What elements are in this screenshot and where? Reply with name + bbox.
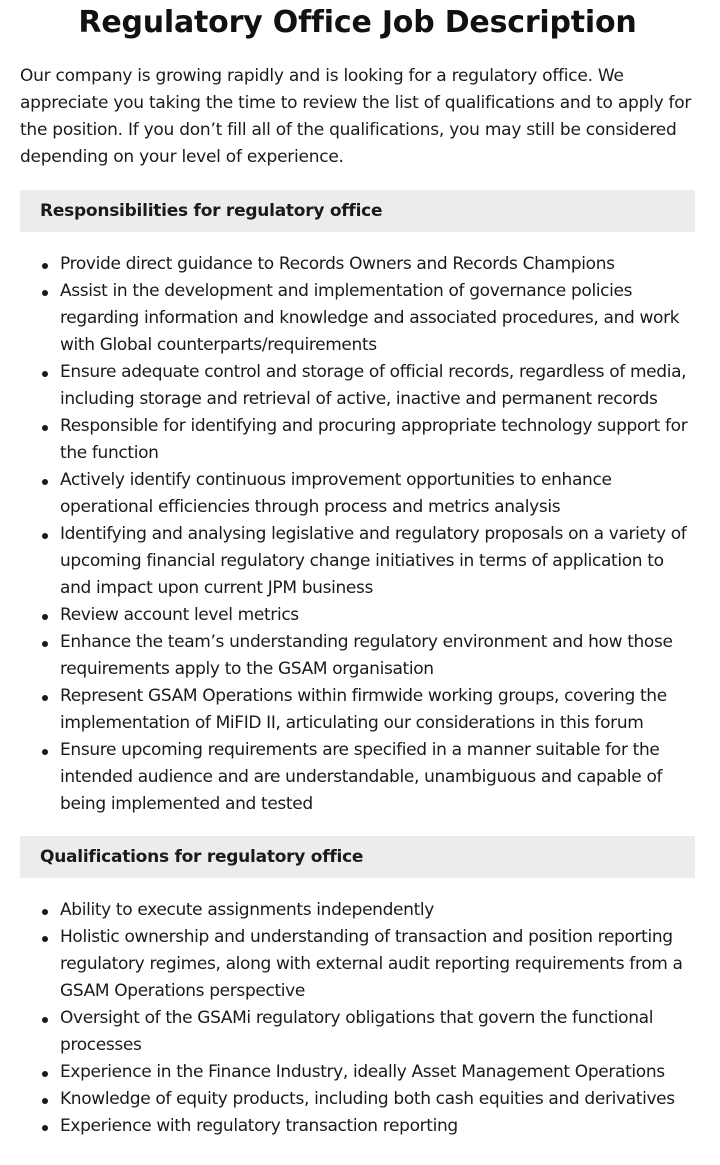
list-item: Experience in the Finance Industry, ideally Asset Management Operations xyxy=(20,1059,695,1086)
list-item: Oversight of the GSAMi regulatory obligations that govern the functional processes xyxy=(20,1005,695,1059)
list-item: Identifying and analysing legislative and regulatory proposals on a variety of upcoming financial regulatory change initiatives in terms of application to and impact upon current JPM business xyxy=(20,521,695,602)
list-item: Represent GSAM Operations within firmwide working groups, covering the implementation of MiFID II, articulating our considerations in this forum xyxy=(20,683,695,737)
list-item: Responsible for identifying and procuring appropriate technology support for the function xyxy=(20,413,695,467)
list-item: Ensure adequate control and storage of official records, regardless of media, including storage and retrieval of active, inactive and permanent records xyxy=(20,359,695,413)
list-item: Ability to execute assignments independently xyxy=(20,897,695,924)
list-item: Ensure upcoming requirements are specified in a manner suitable for the intended audience and are understandable, unambiguous and capable of being implemented and tested xyxy=(20,737,695,818)
qualifications-heading: Qualifications for regulatory office xyxy=(20,836,695,878)
list-item: Provide direct guidance to Records Owners and Records Champions xyxy=(20,251,695,278)
list-item: Enhance the team’s understanding regulatory environment and how those requirements apply to the GSAM organisation xyxy=(20,629,695,683)
page-title: Regulatory Office Job Description xyxy=(78,5,637,40)
qualifications-list xyxy=(20,897,695,1140)
list-item: Holistic ownership and understanding of transaction and position reporting regulatory regimes, along with external audit reporting requirements from a GSAM Operations perspective xyxy=(20,924,695,1005)
responsibilities-list xyxy=(20,251,695,818)
list-item: Actively identify continuous improvement opportunities to enhance operational efficiencies through process and metrics analysis xyxy=(20,467,695,521)
list-item: Review account level metrics xyxy=(20,602,695,629)
list-item: Knowledge of equity products, including both cash equities and derivatives xyxy=(20,1086,695,1113)
intro-paragraph: Our company is growing rapidly and is looking for a regulatory office. We appreciate you taking the time to review the list of qualifications and to apply for the position. If you don’t fill all of the qualifications, you may still be considered depending on your level of experience. xyxy=(20,66,692,167)
list-item: Experience with regulatory transaction reporting xyxy=(20,1113,695,1140)
list-item: Assist in the development and implementation of governance policies regarding information and knowledge and associated procedures, and work with Global counterparts/requirements xyxy=(20,278,695,359)
responsibilities-heading: Responsibilities for regulatory office xyxy=(20,190,695,232)
